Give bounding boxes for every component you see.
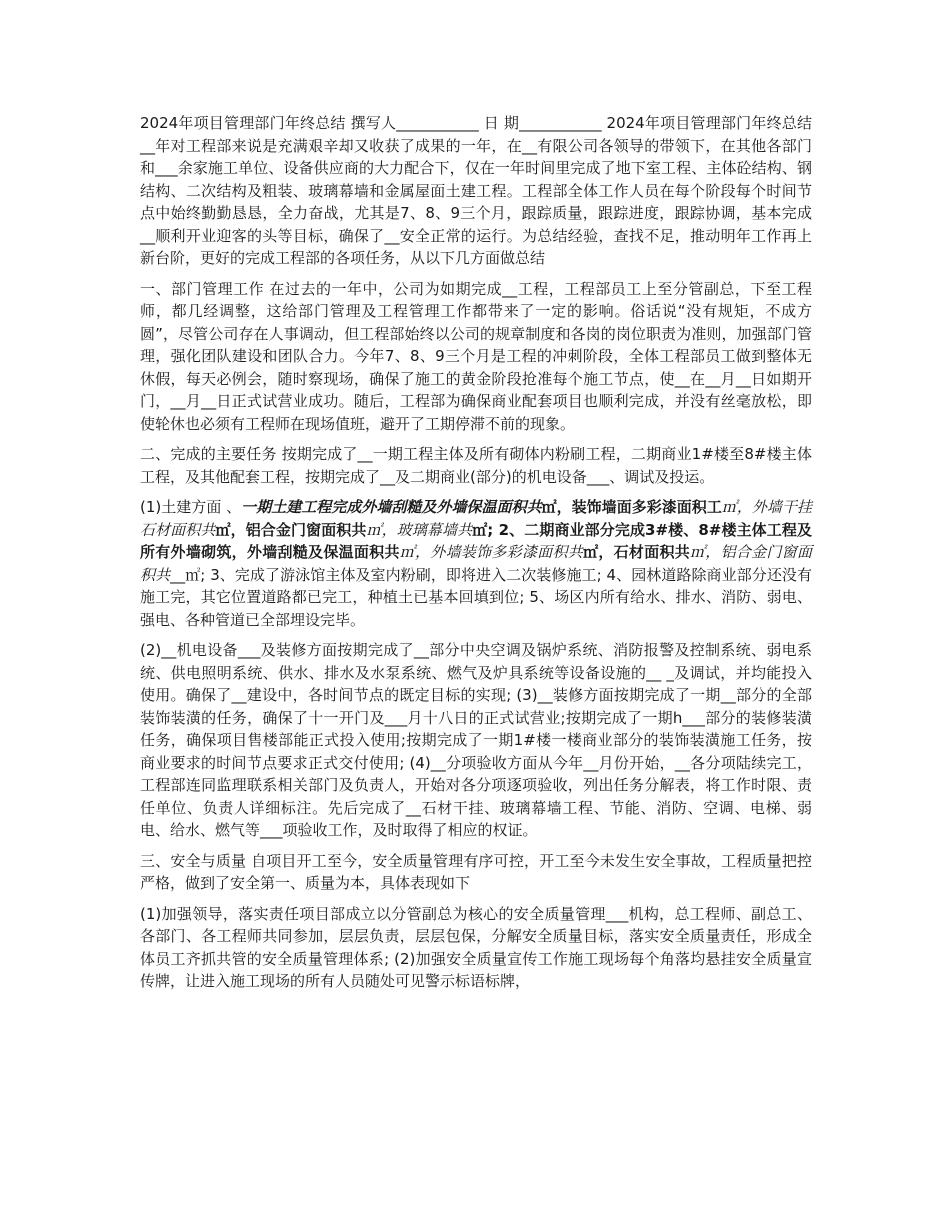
civil-text-6: ㎡，玻璃幕墙共 [366, 520, 473, 539]
document-page [140, 112, 812, 1001]
safety-paragraph: (1)加强领导，落实责任项目部成立以分管副总为核心的安全质量管理___机构，总工程师、副总工、各部门、各工程师共同参加，层层负责，层层包保，分解安全质量目标，落实安全质量责任，形成全体员工齐抓共管的安全质量管理体系; (2)加强安全质量宣传工作施工现场每个角落均悬挂安全质量宣传牌，让进入施工现场的所有人员随处可见警示标语标牌， [140, 904, 812, 990]
civil-text-9: ㎡，石材面积共 [583, 543, 691, 561]
section-safety-quality: 三、安全与质量 自项目开工至今，安全质量管理有序可控，开工至今未发生安全事故，工程质量把控严格，做到了安全第一、质量为本，具体表现如下 [140, 851, 812, 892]
civil-text-5: ㎡，铝合金门窗面积共 [215, 520, 367, 539]
civil-text-8: ㎡，外墙装饰多彩漆面积共 [399, 543, 584, 561]
section-department-management: 一、部门管理工作 在过去的一年中，公司为如期完成__工程，工程部员工上至分管副总，下至工程师，都几经调整，这给部门管理及工程管理工作都带来了一定的影响。俗话说“没有规矩，不成方圆”，尽管公司存在人事调动，但工程部始终以公司的规章制度和各岗的岗位职责为准则，加强部门管理，强化团队建设和团队合力。今年7、8、9三个月是工程的冲刺阶段，全体工程部员工做到整体无休假，每天必例会，随时察现场，确保了施工的黄金阶段抢准每个施工节点，使__在__月__日如期开门，__月__日正式试营业成功。随后，工程部为确保商业配套项目也顺利完成，并没有丝毫放松，即使轮休也必须有工程师在现场值班，避开了工期停滞不前的现象。 [140, 279, 812, 433]
civil-works-paragraph [140, 496, 812, 631]
civil-text-11: ㎡; 3、完成了游泳馆主体及室内粉刷，即将进入二次装修施工; 4、园林道路除商业部分还没有施工完，其它位置道路都已完工，种植土已基本回填到位; 5、场区内所有给水、排水、消防、弱电、强电、各种管道已全部埋设完毕。 [140, 565, 812, 629]
civil-text-10: ㎡，铝合金门窗面积共__ [140, 543, 812, 584]
mechanical-paragraph: (2)__机电设备___及装修方面按期完成了__部分中央空调及锅炉系统、消防报警及控制系统、弱电系统、供电照明系统、供水、排水及水泵系统、燃气及炉具系统等设备设施的__ _及调试，并均能投入使用。确保了__建设中，各时间节点的既定目标的实现; (3)__装修方面按期完成了一期__部分的全部装饰装潢的任务，确保了十一开门及___月十八日的正式试营业;按期完成了一期h___部分的装修装潢任务，确保项目售楼部能正式投入使用;按期完成了一期1#楼一楼商业部分的装饰装潢施工任务，按商业要求的时间节点要求正式交付使用; (4)__分项验收方面从今年__月份开始，__各分项陆续完工，工程部连同监理联系相关部门及负责人，开始对各分项逐项验收，列出任务分解表，将工作时限、责任单位、负责人详细标注。先后完成了__石材干挂、玻璃幕墙工程、节能、消防、空调、电梯、弱电、给水、燃气等___项验收工作，及时取得了相应的权证。 [140, 641, 812, 839]
intro-paragraph: 2024年项目管理部门年终总结 撰写人___________ 日 期___________ 2024年项目管理部门年终总结 __年对工程部来说是充满艰辛却又收获了成果的一年，在__有限公司各领导的带领下，在其他各部门和___余家施工单位、设备供应商的大力配合下，仅在一年时间里完成了地下室工程、主体砼结构、钢结构、二次结构及粗装、玻璃幕墙和金属屋面土建工程。工程部全体工作人员在每个阶段每个时间节点中始终勤勤恳恳，全力奋战，尤其是7、8、9三个月，跟踪质量，跟踪进度，跟踪协调，基本完成__顺利开业迎客的头等目标，确保了__安全正常的运行。为总结经验，查找不足，推动明年工作再上新台阶，更好的完成工程部的各项任务，从以下几方面做总结 [140, 114, 812, 267]
civil-text-1: (1)土建方面 、 [140, 498, 242, 516]
civil-text-3: ㎡，装饰墙面多彩漆面积工 [541, 498, 722, 516]
civil-text-7: ㎡; 2、二期商业部分完成3#楼、8#楼主体工程及所有外墙砌筑，外墙刮糙及保温面积共 [140, 520, 812, 561]
section-main-tasks: 二、完成的主要任务 按期完成了__一期工程主体及所有砌体内粉刷工程，二期商业1#楼至8#楼主体工程，及其他配套工程，按期完成了__及二期商业(部分)的机电设备___、调试及投运。 [140, 445, 812, 486]
civil-text-2: 一期土建工程完成外墙刮糙及外墙保温面积共 [241, 498, 542, 516]
civil-text-4: ㎡，外墙干挂石材面积共 [140, 498, 812, 539]
